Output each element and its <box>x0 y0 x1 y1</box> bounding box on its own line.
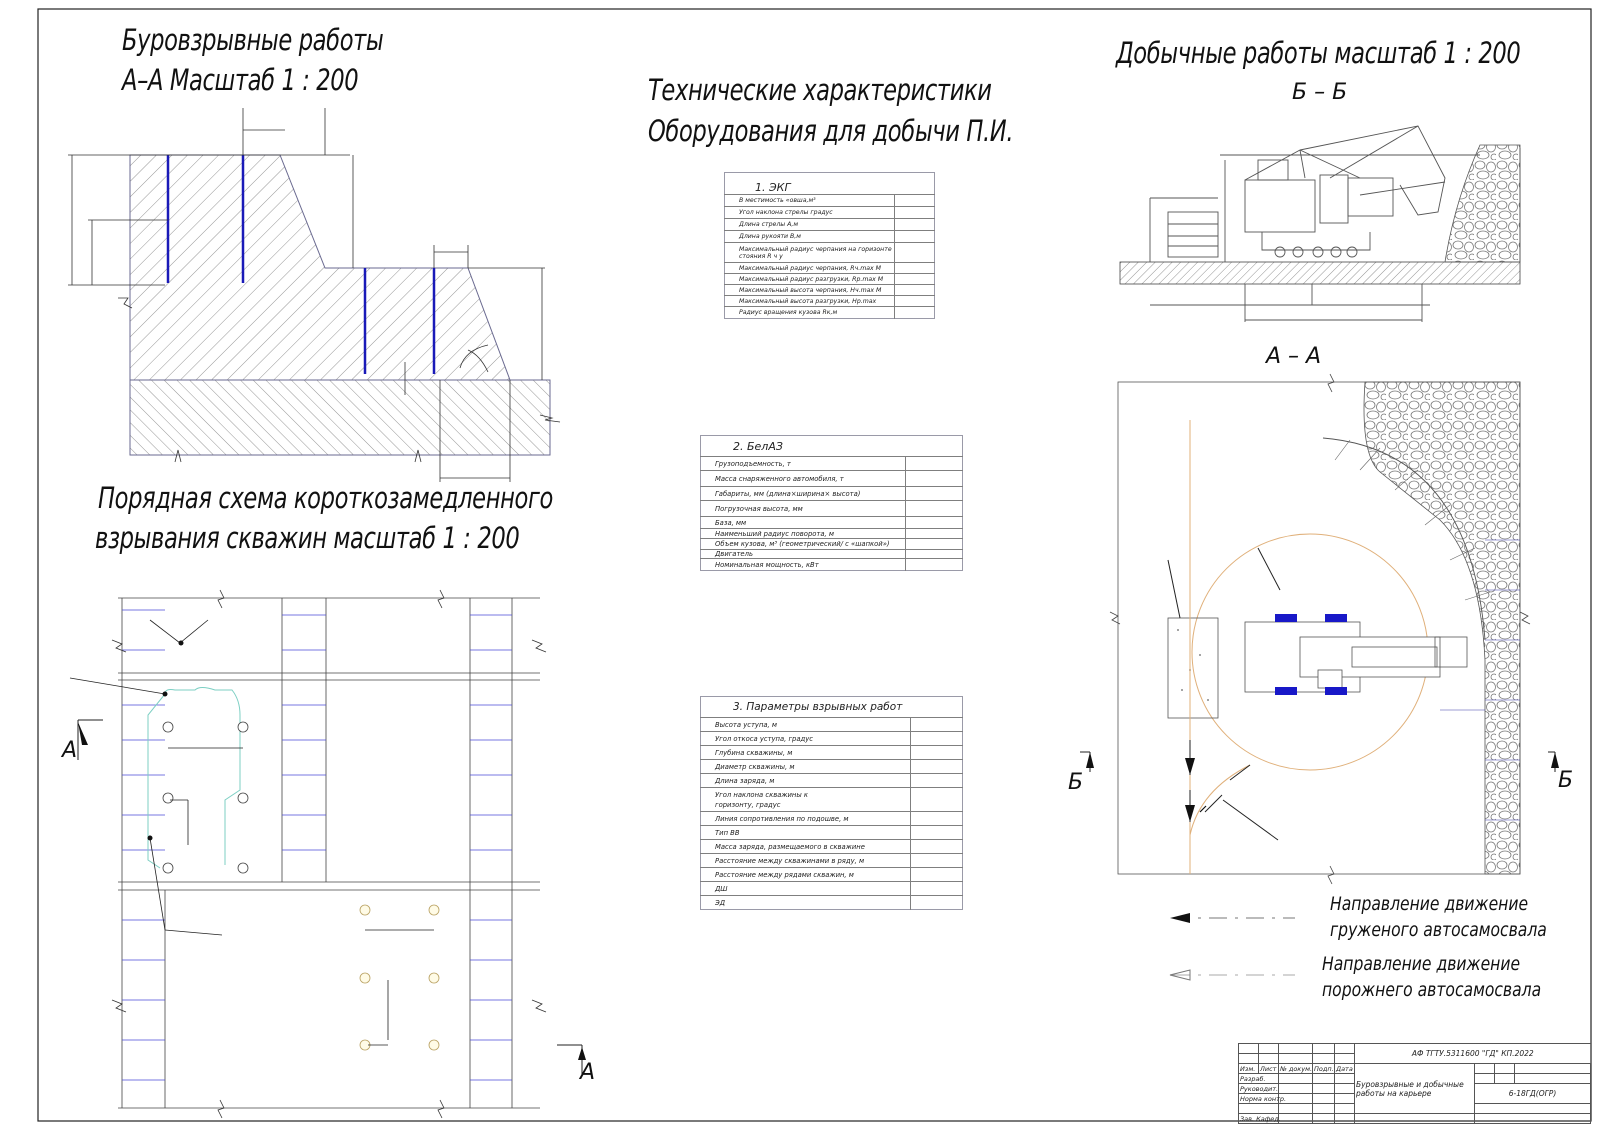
stamp-role: Разраб. <box>1239 1074 1279 1084</box>
belaz-table-title: 2. БелАЗ <box>733 439 783 453</box>
belaz-row: Масса снаряженного автомобиля, т <box>701 471 906 487</box>
excavator-plan-view <box>1080 374 1559 884</box>
stamp-col-header: Лист <box>1259 1064 1279 1074</box>
drill-title-line2: А–А Масштаб 1 : 200 <box>122 63 359 97</box>
belaz-row: Объем кузова, м³ (геометрический/ с «шапкой») <box>701 539 906 550</box>
stamp-role: Руководит. <box>1240 1084 1279 1093</box>
belaz-row: Наименьший радиус поворота, м <box>701 529 906 539</box>
legend-empty-line2: порожнего автосамосвала <box>1322 979 1542 1001</box>
blast-table-title: 3. Параметры взрывных работ <box>733 701 903 713</box>
stamp-group: 6-18ГД(ОГР) <box>1475 1084 1591 1104</box>
blast-row: Расстояние между скважинами в ряду, м <box>701 854 911 868</box>
blast-row: Угол откоса уступа, градус <box>701 732 911 746</box>
section-label-aa: А – А <box>1266 344 1322 369</box>
belaz-row: База, мм <box>701 517 906 529</box>
drill-title-line1: Буровзрывные работы <box>122 23 384 57</box>
legend-loaded-line2: груженого автосамосвала <box>1330 919 1547 941</box>
blast-row: ЭД <box>701 896 911 910</box>
blast-scheme-plan <box>70 590 586 1118</box>
tech-title-line1: Технические характеристики <box>648 73 992 107</box>
ekg-row: Длина стрелы А,м <box>725 219 895 231</box>
tech-title-line2: Оборудования для добычи П.И. <box>648 114 1014 148</box>
belaz-row: Грузоподъемность, т <box>701 457 906 471</box>
stamp-col-header: № докум. <box>1280 1064 1313 1073</box>
title-block <box>1238 1043 1591 1124</box>
scheme-title-line2: взрывания скважин масштаб 1 : 200 <box>95 521 520 555</box>
loaded-arrow-head <box>1170 913 1190 923</box>
blast-params-table <box>700 696 963 910</box>
legend-arrows <box>1170 913 1295 980</box>
cut-marker-a-bottom: А <box>580 1060 596 1085</box>
ekg-row: Длина рукояти В,м <box>725 231 895 243</box>
blast-row: Тип ВВ <box>701 826 911 840</box>
mining-title: Добычные работы масштаб 1 : 200 <box>1116 36 1521 70</box>
blast-row: Диаметр скважины, м <box>701 760 911 774</box>
belaz-specs-table <box>700 435 963 571</box>
ekg-table-title: 1. ЭКГ <box>755 181 791 194</box>
blast-row: ДШ <box>701 882 911 896</box>
blast-row: Расстояние между рядами скважин, м <box>701 868 911 882</box>
blast-row: Глубина скважины, м <box>701 746 911 760</box>
cut-marker-b-left: Б <box>1068 770 1084 795</box>
ekg-row: Максимальный радиус черпания на горизонте стояния R ч у <box>725 243 895 263</box>
scheme-title-line1: Порядная схема короткозамедленного <box>98 481 553 515</box>
stamp-col-header: Дата <box>1336 1064 1353 1073</box>
ekg-row: В местимость «овша,м³ <box>725 195 895 207</box>
stamp-role: Зав. Кафед. <box>1240 1114 1281 1123</box>
blast-row: Высота уступа, м <box>701 718 911 732</box>
belaz-row: Двигатель <box>701 550 906 559</box>
cut-marker-a-left: А <box>62 738 78 763</box>
ekg-row: Радиус вращения кузова Rк,м <box>725 307 895 319</box>
belaz-row: Габариты, мм (длина×ширина× высота) <box>701 487 906 501</box>
ekg-row: Максимальный радиус разгрузки, Rр.max М <box>725 274 895 285</box>
blast-row: Масса заряда, размещаемого в скважине <box>701 840 911 854</box>
blast-row: Угол наклона скважины к горизонту, градус <box>701 788 911 812</box>
belaz-row: Погрузочная высота, мм <box>701 501 906 517</box>
legend-loaded-line1: Направление движение <box>1330 893 1529 915</box>
belaz-row: Номинальная мощность, кВт <box>701 559 906 571</box>
ekg-row: Максимальный радиус черпания, Rч.max М <box>725 263 895 274</box>
ekg-row: Угол наклона стрелы градус <box>725 207 895 219</box>
stamp-col-header: Подп. <box>1314 1064 1334 1073</box>
stamp-code: АФ ТГТУ.5311600 "ГД" КП.2022 <box>1355 1044 1591 1064</box>
excavator-side-view <box>1120 126 1520 322</box>
stamp-col-header: Изм. <box>1239 1064 1259 1074</box>
ekg-row: Максимальный высота разгрузки, Нр.max <box>725 296 895 307</box>
blast-row: Длина заряда, м <box>701 774 911 788</box>
blast-row: Линия сопротивления по подошве, м <box>701 812 911 826</box>
section-label-bb: Б – Б <box>1292 80 1348 105</box>
ekg-row: Максимальный высота черпания, Нч.max М <box>725 285 895 296</box>
bench-section-drawing <box>68 108 560 482</box>
stamp-doc-title: Буровзрывные и добычные работы на карьере <box>1355 1064 1475 1114</box>
cut-marker-b-right: Б <box>1558 768 1574 793</box>
stamp-role: Норма контр. <box>1240 1094 1287 1103</box>
legend-empty-line1: Направление движение <box>1322 953 1521 975</box>
ekg-specs-table <box>724 172 935 319</box>
